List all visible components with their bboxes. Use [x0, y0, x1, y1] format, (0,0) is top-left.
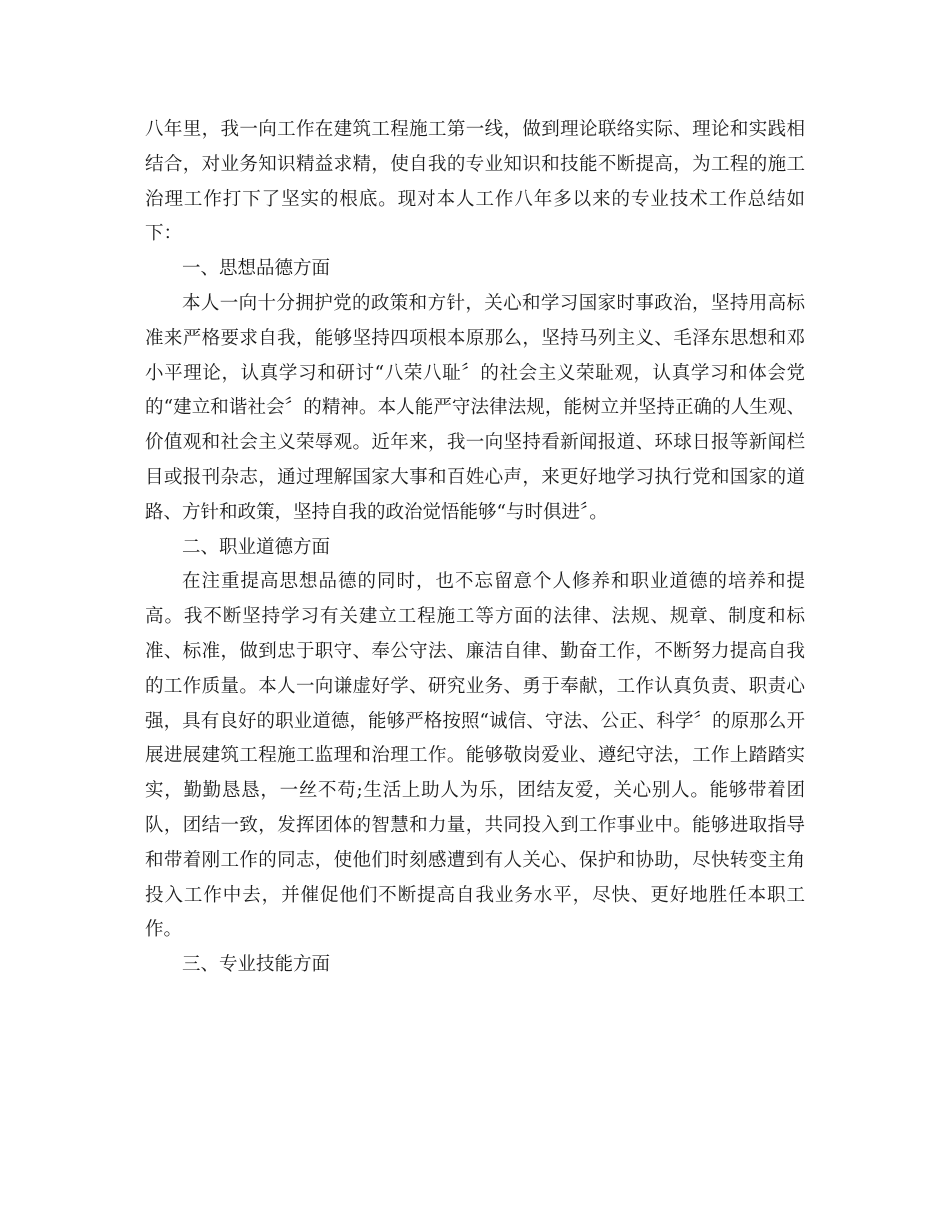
- document-body: [145, 113, 805, 983]
- section-heading-ethics: 二、职业道德方面: [182, 536, 331, 558]
- section-heading-ideology: 一、思想品德方面: [182, 258, 331, 280]
- ethics-paragraph: 在注重提高思想品德的同时，也不忘留意个人修养和职业道德的培养和提高。我不断坚持学习有关建立工程施工等方面的法律、法规、规章、制度和标准、标准，做到忠于职守、奉公守法、廉洁自律、勤奋工作，不断努力提高自我的工作质量。本人一向谦虚好学、研究业务、勇于奉献，工作认真负责、职责心强，具有良好的职业道德，能够严格按照“诚信、守法、公正、科学〞的原那么开展进展建筑工程施工监理和治理工作。能够敬岗爱业、遵纪守法，工作上踏踏实实，勤勤恳恳，一丝不苟;生活上助人为乐，团结友爱，关心别人。能够带着团队，团结一致，发挥团体的智慧和力量，共同投入到工作事业中。能够进取指导和带着刚工作的同志，使他们时刻感遭到有人关心、保护和协助，尽快转变主角投入工作中去，并催促他们不断提高自我业务水平，尽快、更好地胜任本职工作。: [145, 571, 805, 941]
- section-heading-skills: 三、专业技能方面: [182, 954, 331, 976]
- ideology-paragraph: 本人一向十分拥护党的政策和方针，关心和学习国家时事政治，坚持用高标准来严格要求自我，能够坚持四项根本原那么，坚持马列主义、毛泽东思想和邓小平理论，认真学习和研讨“八荣八耻〞的社会主义荣耻观，认真学习和体会党的“建立和谐社会〞的精神。本人能严守法律法规，能树立并坚持正确的人生观、价值观和社会主义荣辱观。近年来，我一向坚持看新闻报道、环球日报等新闻栏目或报刊杂志，通过理解国家大事和百姓心声，来更好地学习执行党和国家的道路、方针和政策，坚持自我的政治觉悟能够“与时俱进〞。: [145, 292, 805, 523]
- intro-paragraph: 八年里，我一向工作在建筑工程施工第一线，做到理论联络实际、理论和实践相结合，对业务知识精益求精，使自我的专业知识和技能不断提高，为工程的施工治理工作打下了坚实的根底。现对本人工作八年多以来的专业技术工作总结如下：: [145, 119, 805, 245]
